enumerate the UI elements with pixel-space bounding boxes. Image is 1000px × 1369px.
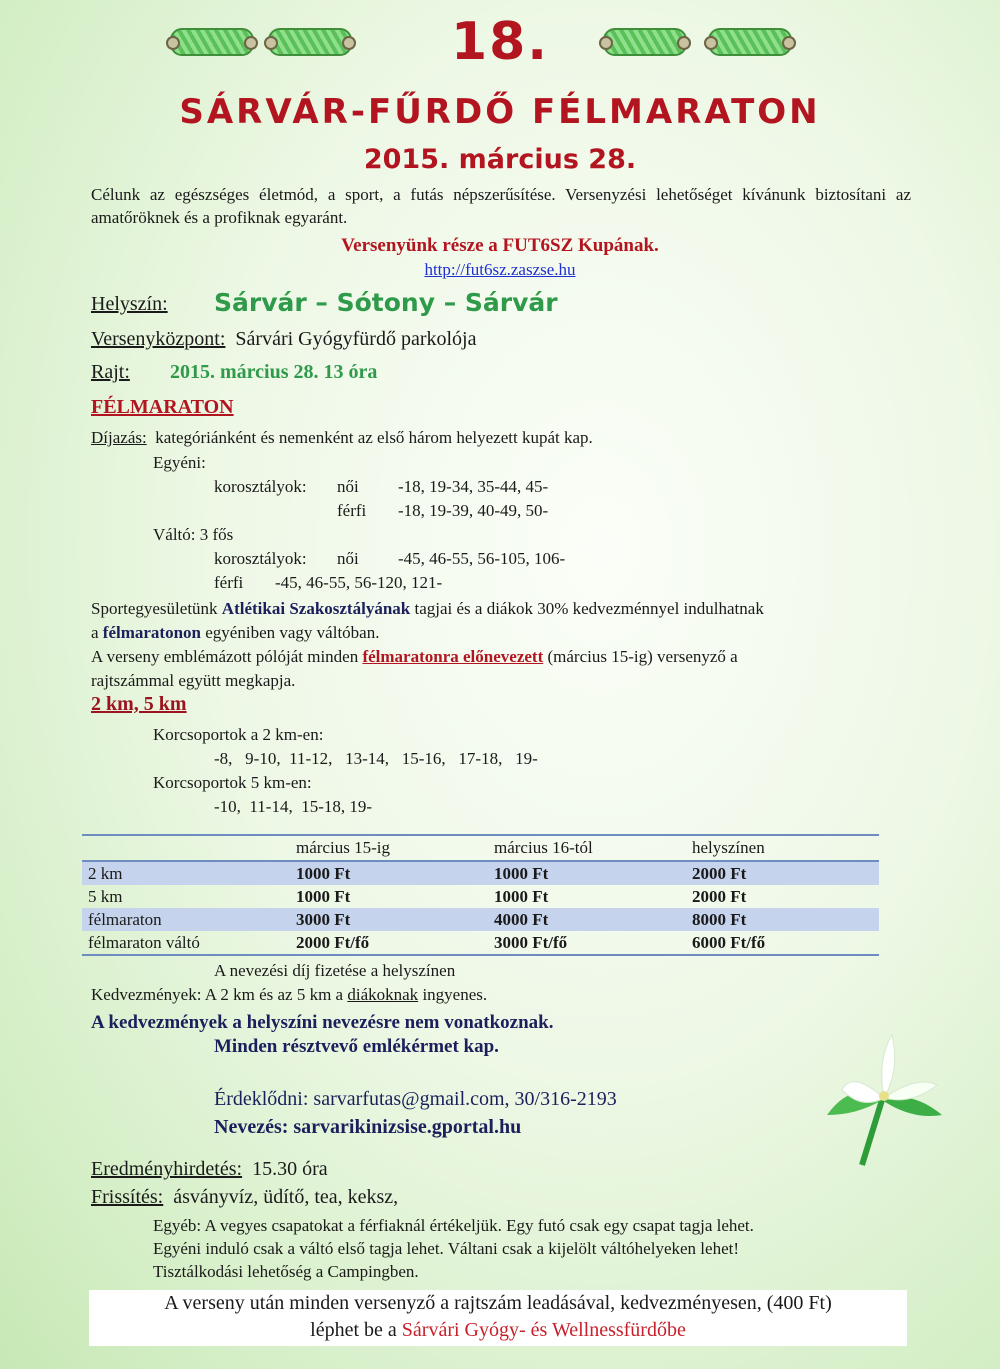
age-groups-5km: -10, 11-14, 15-18, 19- [214,797,373,816]
relay-male-ages: -45, 46-55, 56-120, 121- [275,573,443,592]
table-header-cell [82,835,290,861]
start-value: 2015. március 28. 13 óra [170,361,378,383]
registration-info: Nevezés: sarvarikinizsise.gportal.hu [214,1116,522,1138]
age-groups-5km-label: Korcsoportok 5 km-en: [153,773,312,792]
table-row [82,931,879,955]
table-header-cell: március 15-ig [290,835,488,861]
discount-paragraph: Sportegyesületünk Atlétikai Szakosztályának tagjai és a diákok 30% kedvezménnyel indulhatnak a félmaratonon egyéniben vagy váltóban. A verseny emblémázott pólóját minden félmaratonra előnevezett (március 15-ig) versenyző a rajtszámmal együtt megkapja. [91,599,764,690]
table-cell: 1000 Ft [296,863,351,883]
table-cell: 1000 Ft [494,863,549,883]
results-line: Eredményhirdetés: 15.30 óra [91,1158,328,1180]
table-cell: 6000 Ft/fő [692,932,766,952]
table-cell: félmaraton váltó [88,932,200,952]
male-ages: -18, 19-39, 40-49, 50- [398,501,549,520]
location-value: Sárvár – Sótony – Sárvár [214,288,558,317]
relay-female-label: női [337,549,359,568]
table-row [82,908,879,931]
cup-link-wrap [0,260,1000,280]
other-info: Egyéb: A vegyes csapatokat a férfiaknál értékeljük. Egy futó csak egy csapat tagja lehet. Egyéni induló csak a váltó első tagja lehet. Váltani csak a kijelölt váltóhelyeken lehet! Tisztálkodási lehetőség a Campingben. [153,1216,754,1281]
edition-number: 18. [450,12,550,72]
table-cell: 2 km [88,863,123,883]
refreshment-line: Frissítés: ásványvíz, üdítő, tea, keksz, [91,1186,399,1208]
female-ages: -18, 19-34, 35-44, 45- [398,477,549,496]
payment-note: A nevezési díj fizetése a helyszínen [214,961,456,980]
half-marathon-heading: FÉLMARATON [91,396,234,418]
race-center: Versenyközpont: Sárvári Gyógyfürdő parkolója [91,328,477,350]
relay-label: Váltó: 3 fős [153,525,234,544]
student-discount-note: Kedvezmények: A 2 km és az 5 km a diákoknak ingyenes. [91,985,488,1004]
age-groups-2km-label: Korcsoportok a 2 km-en: [153,725,324,744]
prize-line: Díjazás: kategóriánként és nemenként az első három helyezett kupát kap. [91,428,593,447]
table-cell: 5 km [88,886,123,906]
event-date: 2015. március 28. [363,144,637,175]
age-groups-2km: -8, 9-10, 11-12, 13-14, 15-16, 17-18, 19- [214,749,538,768]
table-cell: 2000 Ft [692,863,747,883]
contact-info: Érdeklődni: sarvarfutas@gmail.com, 30/316-2193 [214,1088,617,1110]
location-label: Helyszín: [91,293,168,315]
page-title: SÁRVÁR-FŰRDŐ FÉLMARATON [179,92,821,132]
table-cell: 2000 Ft [692,886,747,906]
medal-note: Minden résztvevő emlékérmet kap. [214,1036,499,1057]
table-cell: 8000 Ft [692,909,747,929]
table-cell: 1000 Ft [296,886,351,906]
table-cell: 3000 Ft [296,909,351,929]
male-label: férfi [337,501,367,520]
spa-banner: A verseny után minden versenyző a rajtszám leadásával, kedvezményesen, (400 Ft) léphet be a Sárvári Gyógy- és Wellnessfürdőbe [89,1290,907,1346]
table-row [82,861,879,885]
no-discount-note: A kedvezmények a helyszíni nevezésre nem vonatkoznak. [91,1012,554,1033]
short-distance-heading: 2 km, 5 km [91,693,187,715]
table-header-cell: helyszínen [686,835,879,861]
table-cell: félmaraton [88,909,162,929]
start-label: Rajt: [91,361,130,383]
cup-link[interactable]: http://fut6sz.zaszse.hu [424,260,576,279]
female-label: női [337,477,359,496]
relay-age-groups-label: korosztályok: [214,549,307,568]
table-cell: 1000 Ft [494,886,549,906]
flower-icon [822,1030,952,1170]
table-header-cell: március 16-tól [488,835,686,861]
fee-table [82,834,879,956]
table-header-row [82,835,879,861]
table-row [82,885,879,908]
relay-female-ages: -45, 46-55, 56-105, 106- [398,549,566,568]
age-groups-label: korosztályok: [214,477,307,496]
cup-notice: Versenyünk része a FUT6SZ Kupának. [341,235,659,256]
table-cell: 3000 Ft/fő [494,932,568,952]
individual-label: Egyéni: [153,453,206,472]
table-cell: 4000 Ft [494,909,549,929]
table-cell: 2000 Ft/fő [296,932,370,952]
relay-male-label: férfi [214,573,244,592]
intro-text: Célunk az egészséges életmód, a sport, a futás népszerűsítése. Versenyzési lehetőséget kívánunk biztosítani az amatőröknek és a profiknak egyaránt. [91,185,911,227]
